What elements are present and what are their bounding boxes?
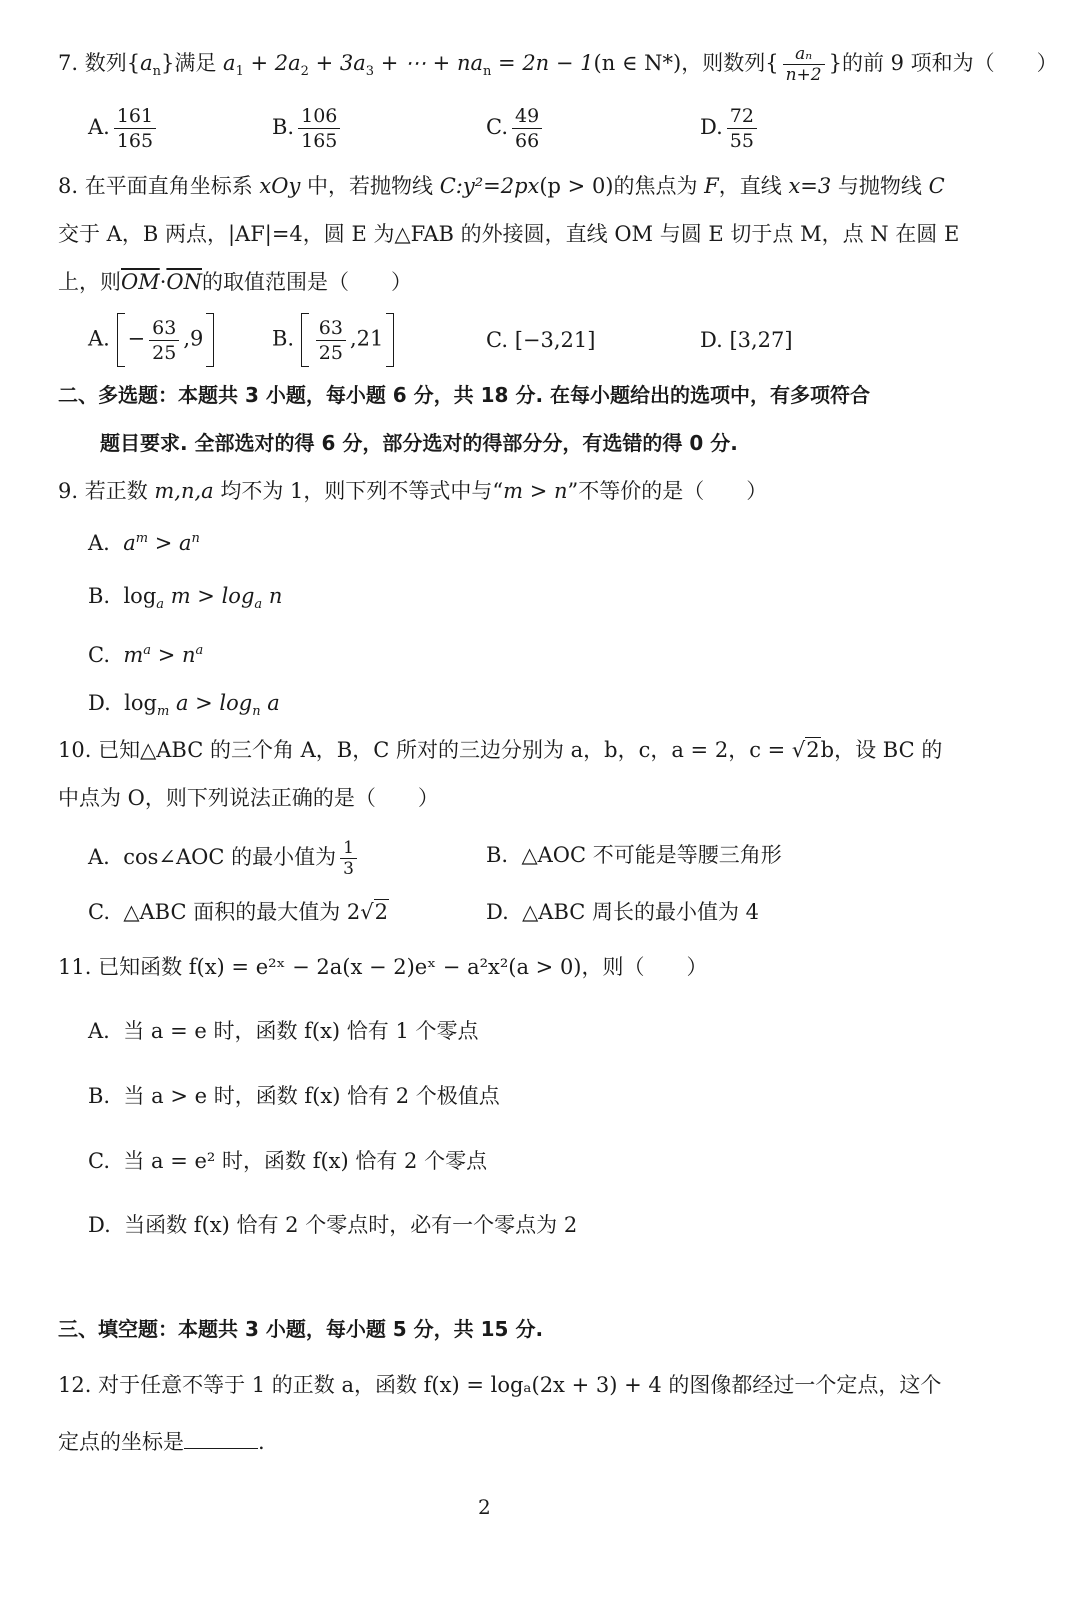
answer-blank[interactable] (184, 1426, 258, 1449)
page-number: 2 (478, 1495, 491, 1519)
q7-fraction: $\frac{\text{aₙ}}{n+2}$ (783, 44, 825, 85)
q7-option-d: D. $\frac{72}{55}$ (700, 104, 761, 153)
section-2-heading-cont: 题目要求. 全部选对的得 6 分，部分选对的得部分分，有选错的得 0 分. (100, 431, 738, 455)
q7-option-b: B. $\frac{106}{165}$ (272, 104, 344, 153)
q9-option-c: C. $m^a > n^a$ (88, 643, 204, 667)
q8-line-1: 8. 在平面直角坐标系 xOy 中，若抛物线 C:y²=2px(p > 0)的焦点为 F，直线 x=3 与抛物线 C (58, 174, 945, 198)
q10-option-d: D. △ABC 周长的最小值为 4 (486, 900, 760, 924)
q11-option-b: B. 当 a > e 时，函数 f(x) 恰有 2 个极值点 (88, 1084, 500, 1108)
q11-stem: 11. 已知函数 f(x) = e²ˣ − 2a(x − 2)eˣ − a²x²(a > 0)，则（ ） (58, 955, 708, 979)
q12-line-1: 12. 对于任意不等于 1 的正数 a，函数 f(x) = logₐ(2x + 3) + 4 的图像都经过一个定点，这个 (58, 1373, 942, 1397)
q12-line-2: 定点的坐标是 . (58, 1426, 1028, 1457)
q9-stem: 9. 若正数 m,n,a 均不为 1，则下列不等式中与“m > n”不等价的是（ ） (58, 479, 768, 503)
q9-option-a: A. $a^m > a^n$ (88, 531, 200, 555)
q9-option-b: B. $\log_a m > \log_a n$ (88, 584, 283, 613)
q8-option-b: B. $\frac{63}{25}$ ,21 (272, 313, 394, 367)
q10-option-c: C. △ABC 面积的最大值为 2√2 (88, 900, 389, 924)
q8-option-c: C. [−3,21] (486, 328, 596, 352)
section-2-heading: 二、多选题：本题共 3 小题，每小题 6 分，共 18 分. 在每小题给出的选项中，有多项符合 (58, 383, 871, 407)
q10-line-1: 10. 已知△ABC 的三个角 A，B，C 所对的三边分别为 a，b，c，a = 2，c = √2b，设 BC 的 (58, 738, 943, 762)
q8-option-a: A. − $\frac{63}{25}$ ,9 (88, 313, 214, 367)
q7-option-a: A. $\frac{161}{165}$ (88, 104, 160, 153)
q7-option-c: C. $\frac{49}{66}$ (486, 104, 546, 153)
section-3-heading: 三、填空题：本题共 3 小题，每小题 5 分，共 15 分. (58, 1317, 544, 1341)
q9-option-d: D. $\log_m a > \log_n a$ (88, 691, 280, 720)
q10-option-b: B. △AOC 不可能是等腰三角形 (486, 843, 782, 867)
q8-line-2: 交于 A，B 两点，|AF|=4，圆 E 为△FAB 的外接圆，直线 OM 与圆 E 切于点 M，点 N 在圆 E (58, 222, 960, 246)
q10-line-2: 中点为 O，则下列说法正确的是（ ） (58, 786, 439, 810)
q7-stem: 7. 数列$\{a_n\}$满足 $a_1 + 2a_2 + 3a_3$ + ⋯ + $na_n = 2n - 1(n$ ∈ N*)，则数列{ $\frac{\text{aₙ}}{n+2}$ }的前 9 项和为（ ） (58, 44, 1058, 85)
q11-option-d: D. 当函数 f(x) 恰有 2 个零点时，必有一个零点为 2 (88, 1213, 578, 1237)
q11-option-a: A. 当 a = e 时，函数 f(x) 恰有 1 个零点 (88, 1019, 479, 1043)
q11-option-c: C. 当 a = e² 时，函数 f(x) 恰有 2 个零点 (88, 1149, 488, 1173)
q10-option-a: A. cos∠AOC 的最小值为 $\frac{1}{3}$ (88, 838, 361, 879)
q8-line-3: 上，则$\overline{OM}\cdot\overline{ON}$的取值范围是（ ） (58, 270, 412, 294)
q8-option-d: D. [3,27] (700, 328, 793, 352)
